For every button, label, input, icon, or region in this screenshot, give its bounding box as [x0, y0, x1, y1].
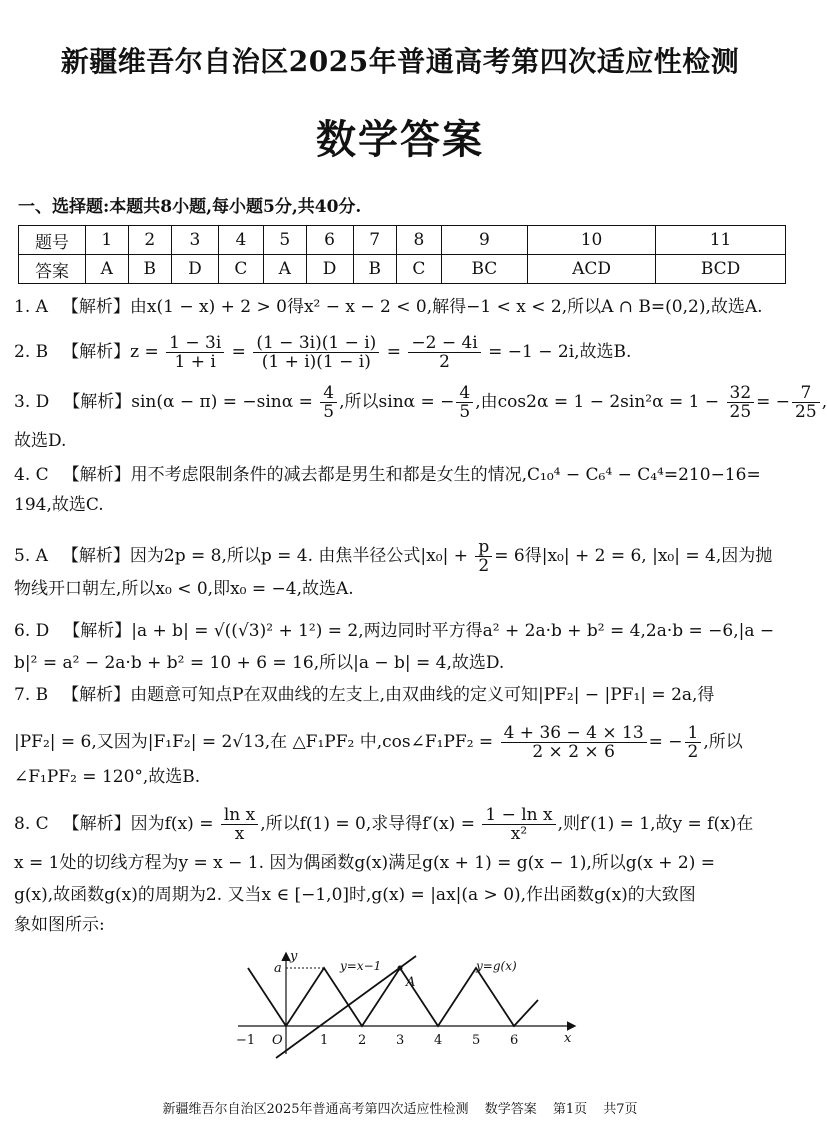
solution-number: 7. B [14, 685, 49, 705]
solution-8-line4: 象如图所示: [14, 915, 105, 935]
table-cell: 5 [263, 226, 306, 255]
footer-page: 第1页 [552, 1102, 588, 1117]
solution-text: 由x(1 − x) + 2 > 0得x² − x − 2 < 0,解得−1 < x < 2,所以A ∩ B=(0,2),故选A. [129, 297, 763, 317]
solution-7-line3: ∠F₁PF₂ = 120°,故选B. [14, 767, 201, 787]
table-cell: C [396, 255, 441, 284]
table-cell: C [218, 255, 263, 284]
table-cell: D [171, 255, 218, 284]
table-cell: ACD [527, 255, 655, 284]
table-cell: 4 [218, 226, 263, 255]
fraction: $\frac{\text{ln x}}{x}$ [221, 806, 258, 843]
table-row-label: 答案 [19, 255, 86, 284]
table-row-numbers [19, 226, 786, 255]
footer-total: 共7页 [603, 1102, 638, 1117]
fraction: $\frac{4}{5}$ [456, 384, 473, 421]
solution-3-line2: 故选D. [14, 431, 67, 451]
table-cell: 7 [353, 226, 396, 255]
solution-number: 1. A [14, 297, 48, 317]
fraction: $\frac{1}{2}$ [685, 724, 702, 761]
solution-1 [14, 296, 790, 318]
table-cell: BC [441, 255, 527, 284]
solution-number: 4. C [14, 465, 49, 485]
solution-number: 5. A [14, 546, 48, 566]
tick-label: 4 [434, 1033, 443, 1048]
section-heading: 一、选择题:本题共8小题,每小题5分,共40分. [18, 197, 362, 217]
solution-7: 7. B 【解析】由题意可知点P在双曲线的左支上,由双曲线的定义可知|PF₂| − |PF₁| = 2a,得 [14, 685, 715, 705]
label-origin: O [272, 1033, 283, 1048]
table-cell: 11 [656, 226, 786, 255]
solution-number: 8. C [14, 814, 49, 834]
solution-5: 5. A 【解析】因为2p = 8,所以p = 4. 由焦半径公式|x₀| + $\frac{p}{2}$ = 6得|x₀| + 2 = 6, |x₀| = 4,因为抛 [14, 537, 773, 576]
tick-label: 1 [320, 1033, 329, 1048]
table-cell: A [86, 255, 129, 284]
footer-title: 新疆维吾尔自治区2025年普通高考第四次适应性检测 [162, 1102, 469, 1117]
solution-4-line2: 194,故选C. [14, 495, 104, 515]
page-title: 新疆维吾尔自治区2025年普通高考第四次适应性检测 [60, 45, 740, 78]
solution-6-line2: b|² = a² − 2a·b + b² = 10 + 6 = 16,所以|a − b| = 4,故选D. [14, 653, 505, 673]
solution-8-line2: x = 1处的切线方程为y = x − 1. 因为偶函数g(x)满足g(x + 1) = g(x − 1),所以g(x + 2) = [14, 853, 716, 873]
solution-4: 4. C 【解析】用不考虑限制条件的减去都是男生和都是女生的情况,C₁₀⁴ − C₆⁴ − C₄⁴=210−16= [14, 465, 761, 485]
fraction: $\frac{7}{25}$ [792, 384, 820, 421]
label-y: y [290, 949, 298, 964]
footer-subject: 数学答案 [484, 1102, 537, 1117]
page-footer [0, 1098, 800, 1117]
table-cell: D [306, 255, 353, 284]
solution-number: 3. D [14, 392, 50, 412]
table-cell: 1 [86, 226, 129, 255]
point-a [398, 966, 403, 971]
g-curve [248, 968, 538, 1026]
table-row-answers [19, 255, 786, 284]
tick-label: 6 [510, 1033, 519, 1048]
table-cell: 6 [306, 226, 353, 255]
fraction: $\frac{-2 - 4i}{2}$ [408, 334, 480, 371]
tick-label: −1 [236, 1033, 256, 1048]
solution-6: 6. D 【解析】|a + b| = √((√3)² + 1²) = 2,两边同时平方得a² + 2a·b + b² = 4,2a·b = −6,|a − [14, 621, 775, 641]
table-row-label: 题号 [19, 226, 86, 255]
fraction: $\frac{\text{1 − ln x}}{\text{x²}}$ [482, 806, 555, 843]
solution-8: 8. C 【解析】因为f(x) = $\frac{\text{ln x}}{x}$ ,所以f(1) = 0,求导得f′(x) = $\frac{\text{1 − ln x}}{\text{x²}}$ ,则f′(1) = 1,故y = f(x)在 [14, 805, 754, 844]
table-cell: 8 [396, 226, 441, 255]
solution-text: z = [130, 342, 159, 362]
analysis-tag: 【解析】 [62, 465, 131, 485]
table-cell: 9 [441, 226, 527, 255]
fraction: $\frac{4 + 36 - 4 \times 13}{2 \times 2 \times 6}$ [501, 724, 647, 761]
solution-5-line2: 物线开口朝左,所以x₀ < 0,即x₀ = −4,故选A. [14, 579, 354, 599]
solution-7-line2: |PF₂| = 6,又因为|F₁F₂| = 2√13,在 △F₁PF₂ 中,cos∠F₁PF₂ = $\frac{4 + 36 - 4 \times 13}{2 \times 2 \times 6}$ = − $\frac{1}{2}$ ,所以 [14, 723, 743, 762]
table-cell: BCD [656, 255, 786, 284]
solution-number: 2. B [14, 342, 49, 362]
fraction: $\frac{4}{5}$ [320, 384, 337, 421]
tick-label: 5 [472, 1033, 481, 1048]
label-x: x [564, 1031, 572, 1046]
table-cell: B [353, 255, 396, 284]
function-graph [228, 948, 588, 1058]
table-cell: B [128, 255, 171, 284]
solution-8-line3: g(x),故函数g(x)的周期为2. 又当x ∈ [−1,0]时,g(x) = |ax|(a > 0),作出函数g(x)的大致图 [14, 885, 696, 905]
answer-table [18, 225, 786, 284]
solution-2: 2. B 【解析】z = $\frac{1 - 3i}{1 + i}$ = $\frac{(1 - 3i)(1 - i)}{(1 + i)(1 - i)}$ = $\frac{-2 - 4i}{2}$ = −1 − 2i,故选B. [14, 333, 632, 372]
page-subtitle: 数学答案 [316, 116, 484, 163]
table-cell: A [263, 255, 306, 284]
tick-label: 3 [396, 1033, 405, 1048]
label-curve: y=g(x) [476, 959, 517, 973]
label-line: y=x−1 [340, 959, 382, 973]
table-cell: 2 [128, 226, 171, 255]
analysis-tag: 【解析】 [62, 685, 131, 705]
fraction: $\frac{32}{25}$ [727, 384, 755, 421]
analysis-tag: 【解析】 [62, 342, 131, 362]
solution-3: 3. D 【解析】sin(α − π) = −sinα = $\frac{4}{5}$ ,所以sinα = − $\frac{4}{5}$ ,由cos2α = 1 − 2sin²α = 1 − $\frac{32}{25}$ = − $\frac{7}{25}$ , [14, 383, 827, 422]
solution-number: 6. D [14, 621, 50, 641]
solution-text: = −1 − 2i,故选B. [488, 342, 632, 362]
analysis-tag: 【解析】 [62, 814, 131, 834]
table-cell: 10 [527, 226, 655, 255]
analysis-tag: 【解析】 [61, 297, 130, 317]
fraction: $\frac{1 - 3i}{1 + i}$ [166, 334, 224, 371]
table-cell: 3 [171, 226, 218, 255]
label-point: A [406, 975, 416, 990]
fraction: $\frac{(1 - 3i)(1 - i)}{(1 + i)(1 - i)}$ [253, 334, 379, 371]
analysis-tag: 【解析】 [63, 392, 132, 412]
label-a: a [274, 961, 282, 976]
analysis-tag: 【解析】 [63, 621, 132, 641]
tick-label: 2 [358, 1033, 367, 1048]
analysis-tag: 【解析】 [61, 546, 130, 566]
fraction: $\frac{p}{2}$ [475, 538, 492, 575]
